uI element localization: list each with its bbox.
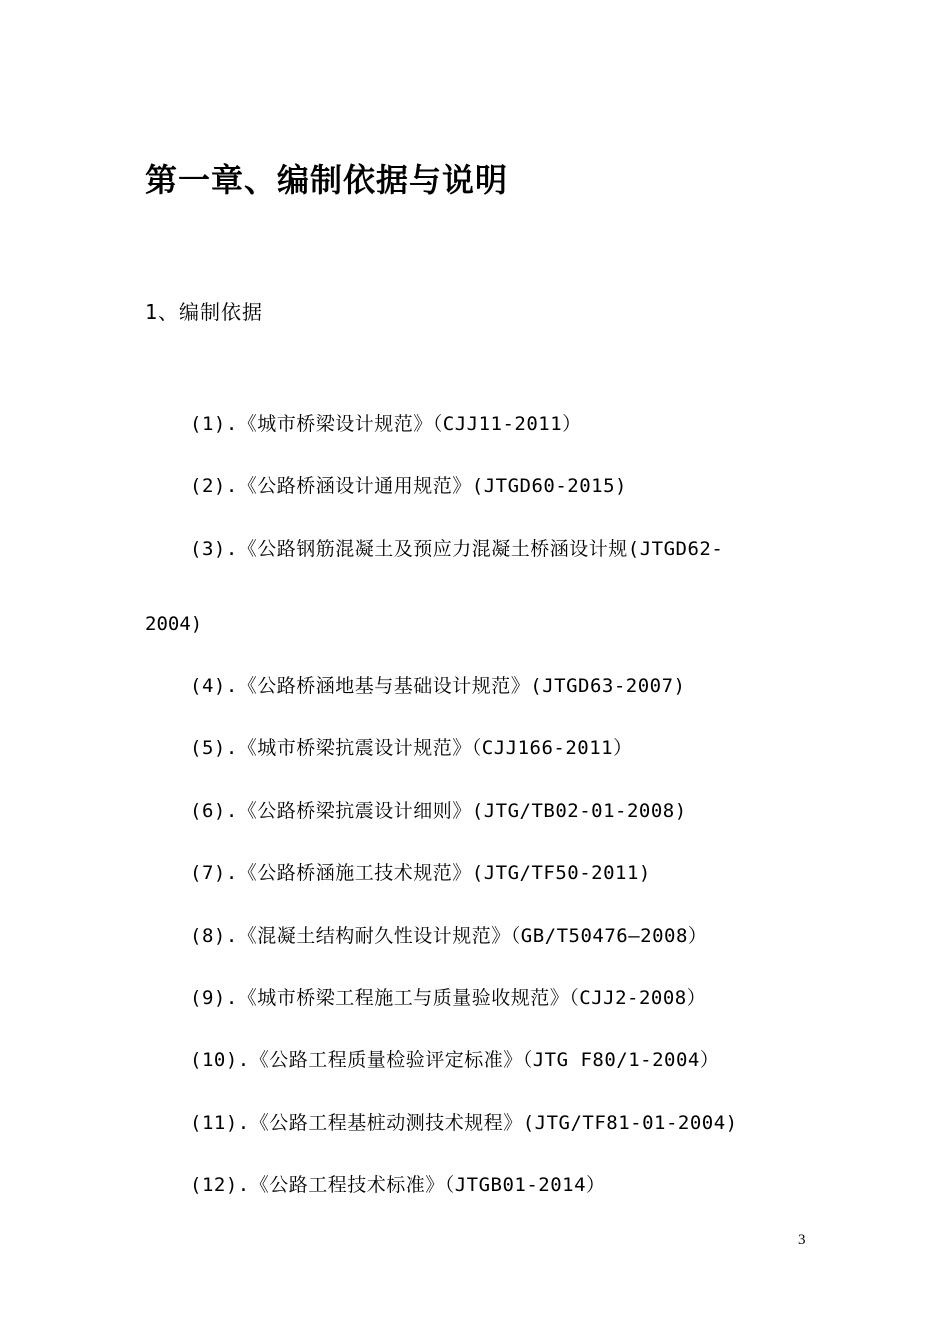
- reference-item-8: (8).《混凝土结构耐久性设计规范》（GB/T50476—2008）: [190, 925, 708, 947]
- reference-item-4: (4).《公路桥涵地基与基础设计规范》(JTGD63-2007): [190, 675, 686, 697]
- reference-item-2: (2).《公路桥涵设计通用规范》(JTGD60-2015): [190, 475, 627, 497]
- reference-item-3: (3).《公路钢筋混凝土及预应力混凝土桥涵设计规(JTGD62-: [190, 538, 724, 560]
- reference-item-6: (6).《公路桥梁抗震设计细则》(JTG/TB02-01-2008): [190, 800, 687, 822]
- section-heading: 1、编制依据: [145, 300, 264, 324]
- reference-item-11: (11).《公路工程基桩动测技术规程》(JTG/TF81-01-2004): [190, 1112, 738, 1134]
- reference-item-3-continuation: 2004): [145, 613, 203, 635]
- page-number: 3: [798, 1232, 806, 1248]
- reference-item-5: (5).《城市桥梁抗震设计规范》（CJJ166-2011）: [190, 737, 633, 759]
- reference-item-9: (9).《城市桥梁工程施工与质量验收规范》（CJJ2-2008）: [190, 987, 707, 1009]
- reference-item-1: (1).《城市桥梁设计规范》（CJJ11-2011）: [190, 413, 582, 435]
- reference-item-10: (10).《公路工程质量检验评定标准》（JTG F80/1-2004）: [190, 1049, 720, 1071]
- reference-item-12: (12).《公路工程技术标准》（JTGB01-2014）: [190, 1174, 606, 1196]
- reference-item-7: (7).《公路桥涵施工技术规范》(JTG/TF50-2011): [190, 862, 651, 884]
- chapter-title: 第一章、编制依据与说明: [145, 161, 509, 199]
